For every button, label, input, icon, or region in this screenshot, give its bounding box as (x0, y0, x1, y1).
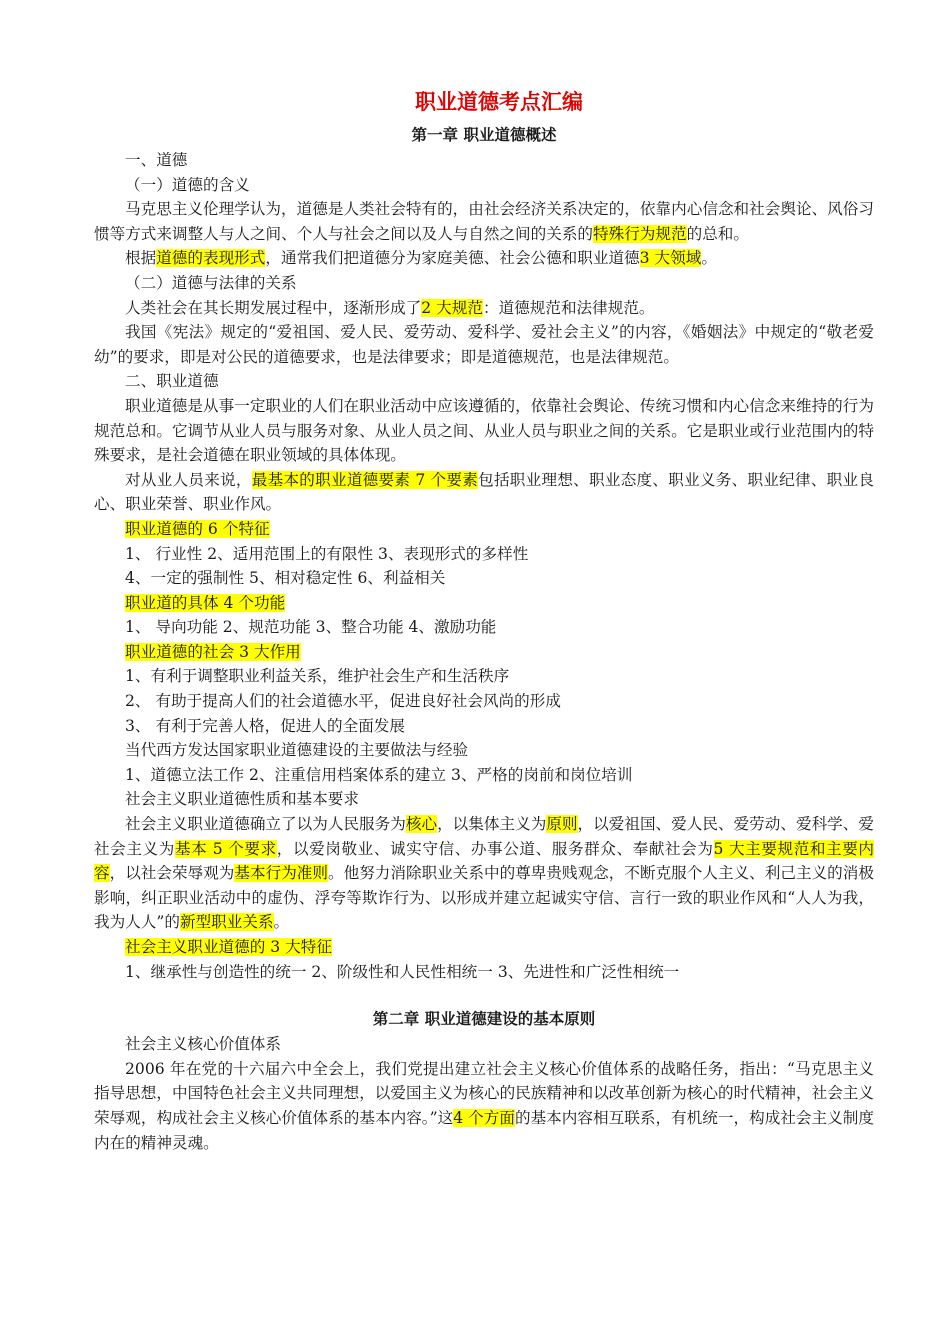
document-page (94, 86, 874, 1155)
highlight: 职业道德的 6 个特征 (125, 519, 270, 538)
paragraph-morality-definition (94, 197, 874, 246)
functions-heading (94, 591, 874, 616)
paragraph-morality-domains (94, 246, 874, 271)
features-line-2: 4、一定的强制性 5、相对稳定性 6、利益相关 (125, 569, 446, 588)
text-run: ：道德规范和法律规范。 (482, 298, 655, 317)
highlight: 职业道德的社会 3 大作用 (125, 642, 301, 661)
socialist-heading: 社会主义职业道德性质和基本要求 (125, 790, 359, 809)
paragraph-core-values (94, 1057, 874, 1155)
text-run: 人类社会在其长期发展过程中，逐渐形成了 (125, 298, 422, 317)
highlight: 特殊行为规范 (593, 224, 687, 243)
text-run: ，以集体主义为 (437, 815, 547, 834)
section-heading-professional-ethics: 二、职业道德 (125, 372, 219, 391)
highlight: 基本 5 个要求 (174, 839, 277, 858)
traits-heading (94, 935, 874, 960)
text-run: 。 (701, 249, 717, 268)
section-heading-morality: 一、道德 (125, 151, 188, 169)
subsection-heading-meaning: （一）道德的含义 (125, 175, 250, 194)
paragraph-professional-ethics-definition: 职业道德是从事一定职业的人们在职业活动中应该遵循的，依靠社会舆论、传统习惯和内心信念来维持的行为规范总和。它调节从业人员与服务对象、从业人员之间、从业人员与职业之间的关系。它是职业或行业范围内的特殊要求，是社会道德在职业领域的具体体现。 (94, 396, 874, 465)
document-title: 职业道德考点汇编 (415, 90, 583, 114)
text-run: 。 (273, 913, 290, 932)
text-run: 包括职业理想、职业态度、职业义务、职业纪律、职业良心、职业荣誉、职业作风。 (94, 470, 874, 514)
roles-item: 1、有利于调整职业利益关系，维护社会生产和生活秩序 (125, 667, 510, 686)
paragraph-seven-elements (94, 468, 874, 517)
text-run: 马克思主义伦理学认为，道德是人类社会特有的，由社会经济关系决定的，依靠内心信念和社会舆论、风俗习惯等方式来调整人与人之间、个人与社会之间以及人与自然之间的关系的 (94, 200, 874, 243)
features-heading (94, 517, 874, 542)
text-run: 对从业人员来说， (125, 470, 252, 489)
text-run: 。他努力消除职业关系中的尊卑贵贱观念，不断克服个人主义、利己主义的消极影响，纠正职业活动中的虚伪、浮夸等欺诈行为、以形成并建立起诚实守信、言行一致的职业作风和“人人为我，我为人人”的 (94, 864, 874, 932)
features-line-1: 1、 行业性 2、适用范围上的有限性 3、表现形式的多样性 (125, 544, 529, 563)
text-run: 社会主义职业道德确立了以为人民服务为 (125, 815, 406, 834)
text-run: ，以爱岗敬业、诚实守信、办事公道、服务群众、奉献社会为 (276, 839, 714, 858)
core-values-heading: 社会主义核心价值体系 (125, 1035, 281, 1054)
highlight: 原则 (546, 815, 578, 834)
roles-item: 3、 有利于完善人格，促进人的全面发展 (125, 716, 405, 735)
functions-line: 1、 导向功能 2、规范功能 3、整合功能 4、激励功能 (125, 618, 497, 637)
highlight: 核心 (405, 815, 438, 834)
highlight: 5 大主要规范和主要内容 (94, 839, 874, 883)
paragraph-two-norms (94, 296, 874, 321)
paragraph-constitution: 我国《宪法》规定的“爱祖国、爱人民、爱劳动、爱科学、爱社会主义”的内容，《婚姻法》中规定的“敬老爱幼”的要求，即是对公民的道德要求，也是法律要求；即是道德规范，也是法律规范。 (94, 323, 874, 366)
highlight: 3 大领域 (639, 249, 702, 268)
roles-heading (94, 640, 874, 665)
highlight: 2 大规范 (421, 298, 483, 317)
text-run: ，通常我们把道德分为家庭美德、社会公德和职业道德 (265, 249, 640, 268)
highlight: 职业道的具体 4 个功能 (125, 593, 286, 612)
highlight: 社会主义职业道德的 3 大特征 (125, 938, 332, 956)
text-run: ，以社会荣辱观为 (109, 864, 235, 883)
subsection-heading-law: （二）道德与法律的关系 (125, 273, 297, 292)
text-run: 2006 年在党的十六届六中全会上，我们党提出建立社会主义核心价值体系的战略任务，指出：“马克思主义指导思想，中国特色社会主义共同理想，以爱国主义为核心的民族精神和以改革创新为核心的时代精神，社会主义荣辱观，构成社会主义核心价值体系的基本内容。”这 (94, 1059, 874, 1127)
west-line: 1、道德立法工作 2、注重信用档案体系的建立 3、严格的岗前和岗位培训 (125, 765, 633, 784)
highlight: 新型职业关系 (179, 913, 274, 932)
chapter-1-heading: 第一章 职业道德概述 (411, 126, 557, 144)
text-run: 的总和。 (686, 224, 749, 243)
text-run: 根据 (125, 249, 157, 268)
highlight: 道德的表现形式 (156, 249, 266, 268)
chapter-2-heading: 第二章 职业道德建设的基本原则 (372, 1010, 596, 1029)
text-run: ，以爱祖国、爱人民、爱劳动、爱科学、爱社会主义为 (94, 815, 874, 858)
west-heading: 当代西方发达国家职业道德建设的主要做法与经验 (125, 741, 469, 760)
paragraph-socialist-ethics (94, 812, 874, 935)
highlight: 基本行为准则 (234, 864, 328, 883)
highlight: 最基本的职业道德要素 7 个要素 (251, 470, 479, 489)
roles-item: 2、 有助于提高人们的社会道德水平，促进良好社会风尚的形成 (125, 692, 561, 711)
highlight: 4 个方面 (453, 1108, 515, 1127)
traits-line: 1、继承性与创造性的统一 2、阶级性和人民性相统一 3、先进性和广泛性相统一 (125, 962, 680, 981)
text-run: 的基本内容相互联系，有机统一，构成社会主义制度内在的精神灵魂。 (94, 1108, 874, 1152)
